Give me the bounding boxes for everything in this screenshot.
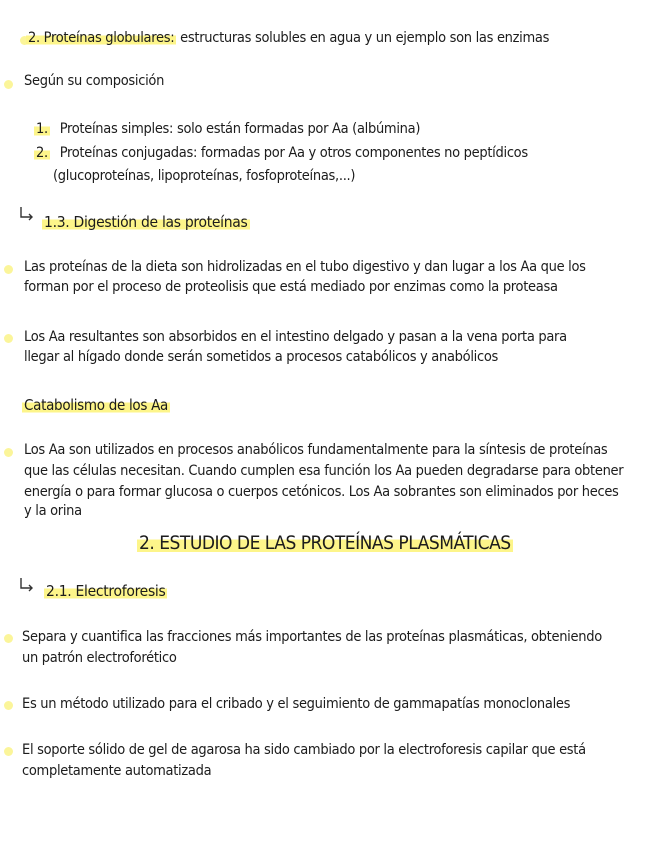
electrophoresis-paragraph-3-line-1: El soporte sólido de gel de agarosa ha sido cambiado por la electroforesis capilar que está (22, 742, 586, 758)
digestion-paragraph-1-line-1: Las proteínas de la dieta son hidrolizadas en el tubo digestivo y dan lugar a los Aa que los (24, 259, 586, 275)
list-number: 1. (36, 121, 48, 137)
conjugated-proteins-text: Proteínas conjugadas: formadas por Aa y otros componentes no peptídicos (59, 145, 528, 161)
section-heading-2-1-text: 2.1. Electroforesis (46, 582, 166, 600)
catabolism-heading (22, 396, 170, 414)
catabolism-line-3: energía o para formar glucosa o cuerpos cetónicos. Los Aa sobrantes son eliminados por heces (24, 484, 619, 500)
electrophoresis-paragraph-1-line-1: Separa y cuantifica las fracciones más importantes de las proteínas plasmáticas, obteniendo (22, 629, 602, 645)
digestion-paragraph-1-line-2: forman por el proceso de proteolisis que está mediado por enzimas como la proteasa (24, 279, 558, 295)
composition-heading: Según su composición (24, 73, 165, 89)
bullet-dot (4, 448, 13, 457)
electrophoresis-paragraph-1-line-2: un patrón electroforético (22, 650, 177, 666)
digestion-paragraph-2-line-2: llegar al hígado donde serán sometidos a procesos catabólicos y anabólicos (24, 349, 499, 365)
bullet-dot (4, 634, 13, 643)
catabolism-line-2: que las células necesitan. Cuando cumplen esa función los Aa pueden degradarse para obtener (24, 463, 624, 479)
main-title-text: 2. ESTUDIO DE LAS PROTEÍNAS PLASMÁTICAS (139, 532, 511, 554)
bullet-dot (4, 701, 13, 710)
bullet-dot (4, 747, 13, 756)
main-title (137, 532, 513, 554)
bullet-dot (4, 80, 13, 89)
globular-proteins-description: estructuras solubles en agua y un ejemplo son las enzimas (176, 30, 550, 46)
section-heading-1-3 (42, 213, 250, 231)
section-heading-1-3-text: 1.3. Digestión de las proteínas (44, 213, 248, 231)
bullet-dot (4, 334, 13, 343)
globular-proteins-item (26, 30, 549, 46)
sub-arrow-icon (20, 207, 34, 221)
globular-proteins-term: 2. Proteínas globulares: (28, 30, 175, 46)
catabolism-line-1: Los Aa son utilizados en procesos anabólicos fundamentalmente para la síntesis de proteínas (24, 442, 608, 458)
conjugated-proteins-examples: (glucoproteínas, lipoproteínas, fosfoproteínas,...) (53, 168, 356, 184)
catabolism-line-4: y la orina (24, 503, 82, 519)
conjugated-proteins-item (34, 145, 528, 161)
simple-proteins-item (34, 121, 420, 137)
sub-arrow-icon (20, 578, 34, 592)
electrophoresis-paragraph-3-line-2: completamente automatizada (22, 763, 212, 779)
electrophoresis-paragraph-2: Es un método utilizado para el cribado y el seguimiento de gammapatías monoclonales (22, 696, 571, 712)
simple-proteins-text: Proteínas simples: solo están formadas por Aa (albúmina) (59, 121, 421, 137)
bullet-dot (4, 265, 13, 274)
digestion-paragraph-2-line-1: Los Aa resultantes son absorbidos en el intestino delgado y pasan a la vena porta para (24, 329, 567, 345)
catabolism-heading-text: Catabolismo de los Aa (24, 396, 168, 414)
section-heading-2-1 (44, 582, 167, 600)
list-number: 2. (36, 145, 48, 161)
